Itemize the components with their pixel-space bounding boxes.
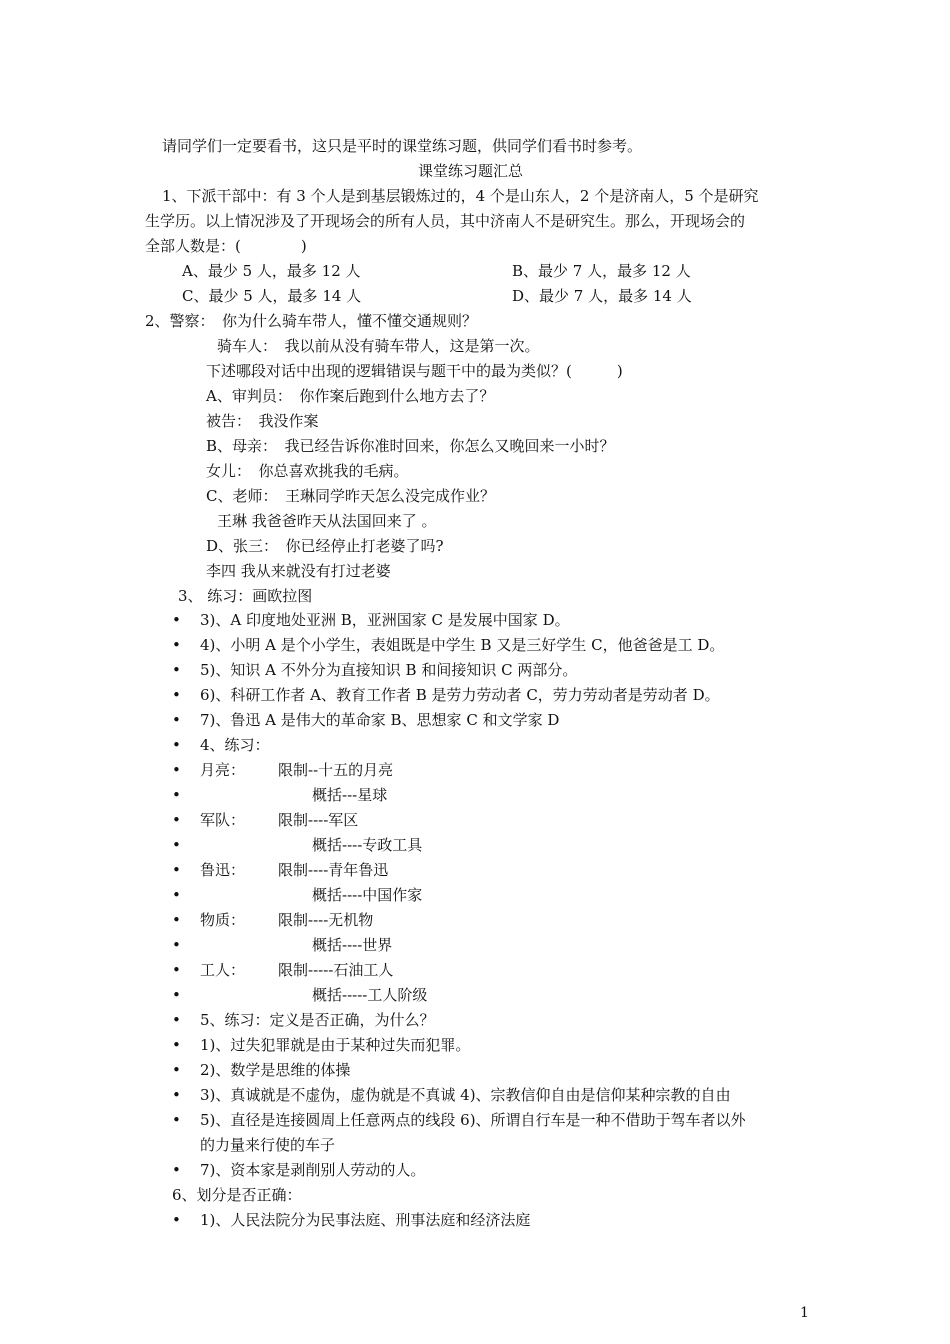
q1-option-b: B、最少 7 人，最多 12 人 [512,262,691,280]
bullet: • [172,661,181,679]
bullet: • [172,1161,181,1179]
q3-heading: 3、 练习：画欧拉图 [178,587,313,605]
q2-option-c-line-2: 王琳 我爸爸昨天从法国回来了 。 [217,512,437,530]
q4-limit: 限制----青年鲁迅 [278,861,389,879]
q1-option-d: D、最少 7 人，最多 14 人 [512,287,692,305]
q4-general: 概括----中国作家 [312,886,423,904]
q5-item: 7)、资本家是剥削别人劳动的人。 [200,1161,426,1179]
q2-option-d-line-2: 李四 我从来就没有打过老婆 [206,562,391,580]
q3-item: 6)、科研工作者 A、教育工作者 B 是劳力劳动者 C，劳力劳动者是劳动者 D。 [200,686,720,704]
bullet: • [172,686,181,704]
bullet: • [172,1011,181,1029]
bullet: • [172,611,181,629]
bullet: • [172,761,181,779]
q3-item: 5)、知识 A 不外分为直接知识 B 和间接知识 C 两部分。 [200,661,578,679]
q4-general: 概括----专政工具 [312,836,423,854]
intro-text: 请同学们一定要看书，这只是平时的课堂练习题，供同学们看书时参考。 [162,137,643,155]
q4-term: 鲁迅： [200,861,246,879]
q4-general: 概括---星球 [312,786,388,804]
bullet: • [172,836,181,854]
bullet: • [172,1111,181,1129]
bullet: • [172,711,181,729]
q4-limit: 限制-----石油工人 [278,961,394,979]
q3-item: 4)、小明 A 是个小学生，表姐既是中学生 B 又是三好学生 C，他爸爸是工 D。 [200,636,725,654]
bullet: • [172,986,181,1004]
q2-prompt: 下述哪段对话中出现的逻辑错误与题干中的最为类似？( ) [206,362,623,380]
q5-item: 3)、真诚就是不虚伪，虚伪就是不真诚 4)、宗教信仰自由是信仰某种宗教的自由 [200,1086,731,1104]
q4-heading: 4、练习： [200,736,270,754]
q1-line-2: 生学历。以上情况涉及了开现场会的所有人员，其中济南人不是研究生。那么，开现场会的 [145,212,746,230]
q5-item: 5)、直径是连接圆周上任意两点的线段 6)、所谓自行车是一种不借助于驾车者以外 [200,1111,746,1129]
q2-option-b-line-2: 女儿： 你总喜欢挑我的毛病。 [206,462,409,480]
bullet: • [172,936,181,954]
bullet: • [172,1036,181,1054]
q4-limit: 限制--十五的月亮 [278,761,394,779]
q3-item: 3)、A 印度地处亚洲 B，亚洲国家 C 是发展中国家 D。 [200,611,570,629]
bullet: • [172,1061,181,1079]
page-number: 1 [800,1305,809,1321]
q5-item-continued: 的力量来行使的车子 [200,1136,336,1154]
q4-term: 物质： [200,911,246,929]
q6-item: 1)、人民法院分为民事法庭、刑事法庭和经济法庭 [200,1211,531,1229]
q1-line-1: 1、下派干部中：有 3 个人是到基层锻炼过的，4 个是山东人，2 个是济南人，5 个是研究 [162,187,759,205]
q6-heading: 6、划分是否正确： [172,1186,302,1204]
q4-general: 概括-----工人阶级 [312,986,428,1004]
q4-limit: 限制----军区 [278,811,359,829]
q2-police-line: 2、警察： 你为什么骑车带人，懂不懂交通规则？ [145,312,478,330]
q2-rider-line: 骑车人： 我以前从没有骑车带人，这是第一次。 [217,337,540,355]
bullet: • [172,636,181,654]
q4-term: 军队： [200,811,246,829]
q2-option-a-line-2: 被告： 我没作案 [206,412,319,430]
q2-option-d-line-1: D、张三： 你已经停止打老婆了吗? [206,537,444,555]
bullet: • [172,736,181,754]
q4-limit: 限制----无机物 [278,911,374,929]
bullet: • [172,811,181,829]
page-title: 课堂练习题汇总 [418,162,524,180]
q1-option-a: A、最少 5 人，最多 12 人 [182,262,361,280]
q2-option-c-line-1: C、老师： 王琳同学昨天怎么没完成作业？ [206,487,495,505]
q4-term: 工人： [200,961,246,979]
q1-option-c: C、最少 5 人，最多 14 人 [182,287,362,305]
bullet: • [172,911,181,929]
q5-heading: 5、练习：定义是否正确，为什么？ [200,1011,435,1029]
bullet: • [172,1211,181,1229]
q2-option-a-line-1: A、审判员： 你作案后跑到什么地方去了？ [206,387,495,405]
bullet: • [172,1086,181,1104]
bullet: • [172,861,181,879]
q5-item: 1)、过失犯罪就是由于某种过失而犯罪。 [200,1036,471,1054]
q3-item: 7)、鲁迅 A 是伟大的革命家 B、思想家 C 和文学家 D [200,711,560,729]
q1-line-3: 全部人数是：( ) [145,237,307,255]
bullet: • [172,786,181,804]
q4-term: 月亮： [200,761,246,779]
bullet: • [172,886,181,904]
bullet: • [172,961,181,979]
q5-item: 2)、数学是思维的体操 [200,1061,351,1079]
q2-option-b-line-1: B、母亲： 我已经告诉你准时回来，你怎么又晚回来一小时？ [206,437,615,455]
q4-general: 概括----世界 [312,936,393,954]
